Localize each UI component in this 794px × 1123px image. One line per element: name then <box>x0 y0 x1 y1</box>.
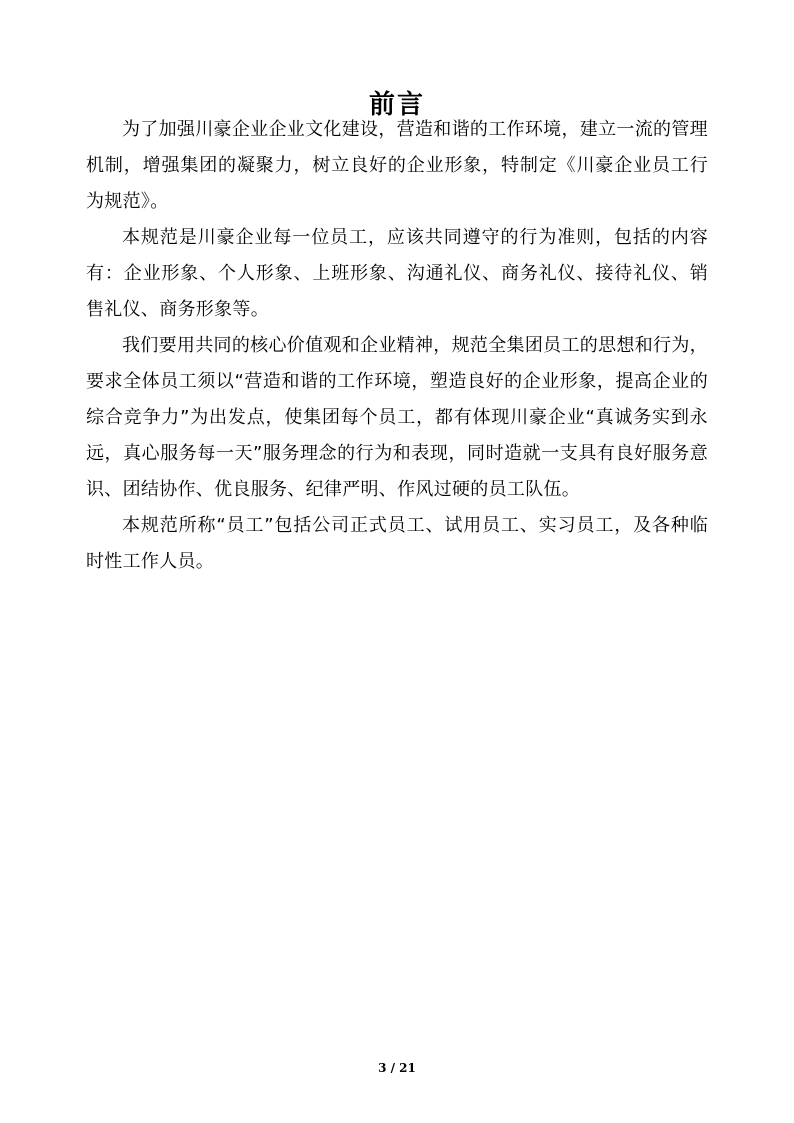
page-title: 前言 <box>368 90 425 121</box>
page-number: 3 / 21 <box>378 1061 416 1075</box>
paragraph-values: 我们要用共同的核心价值观和企业精神，规范全集团员工的思想和行为，要求全体员工须以“营造和谐的工作环境，塑造良好的企业形象，提高企业的综合竞争力”为出发点，使集团每个员工，都有体现川豪企业“真诚务实到永远，真心服务每一天”服务理念的行为和表现，同时造就一支具有良好服务意识、团结协作、优良服务、纪律严明、作风过硬的员工队伍。 <box>86 335 708 500</box>
document-body <box>86 112 708 580</box>
paragraph-definition: 本规范所称“员工”包括公司正式员工、试用员工、实习员工，及各种临时性工作人员。 <box>86 515 708 572</box>
paragraph-intro: 为了加强川豪企业企业文化建设，营造和谐的工作环境，建立一流的管理机制，增强集团的凝聚力，树立良好的企业形象，特制定《川豪企业员工行为规范》。 <box>86 119 708 212</box>
paragraph-scope: 本规范是川豪企业每一位员工，应该共同遵守的行为准则，包括的内容有：企业形象、个人形象、上班形象、沟通礼仪、商务礼仪、接待礼仪、销售礼仪、商务形象等。 <box>86 227 708 320</box>
